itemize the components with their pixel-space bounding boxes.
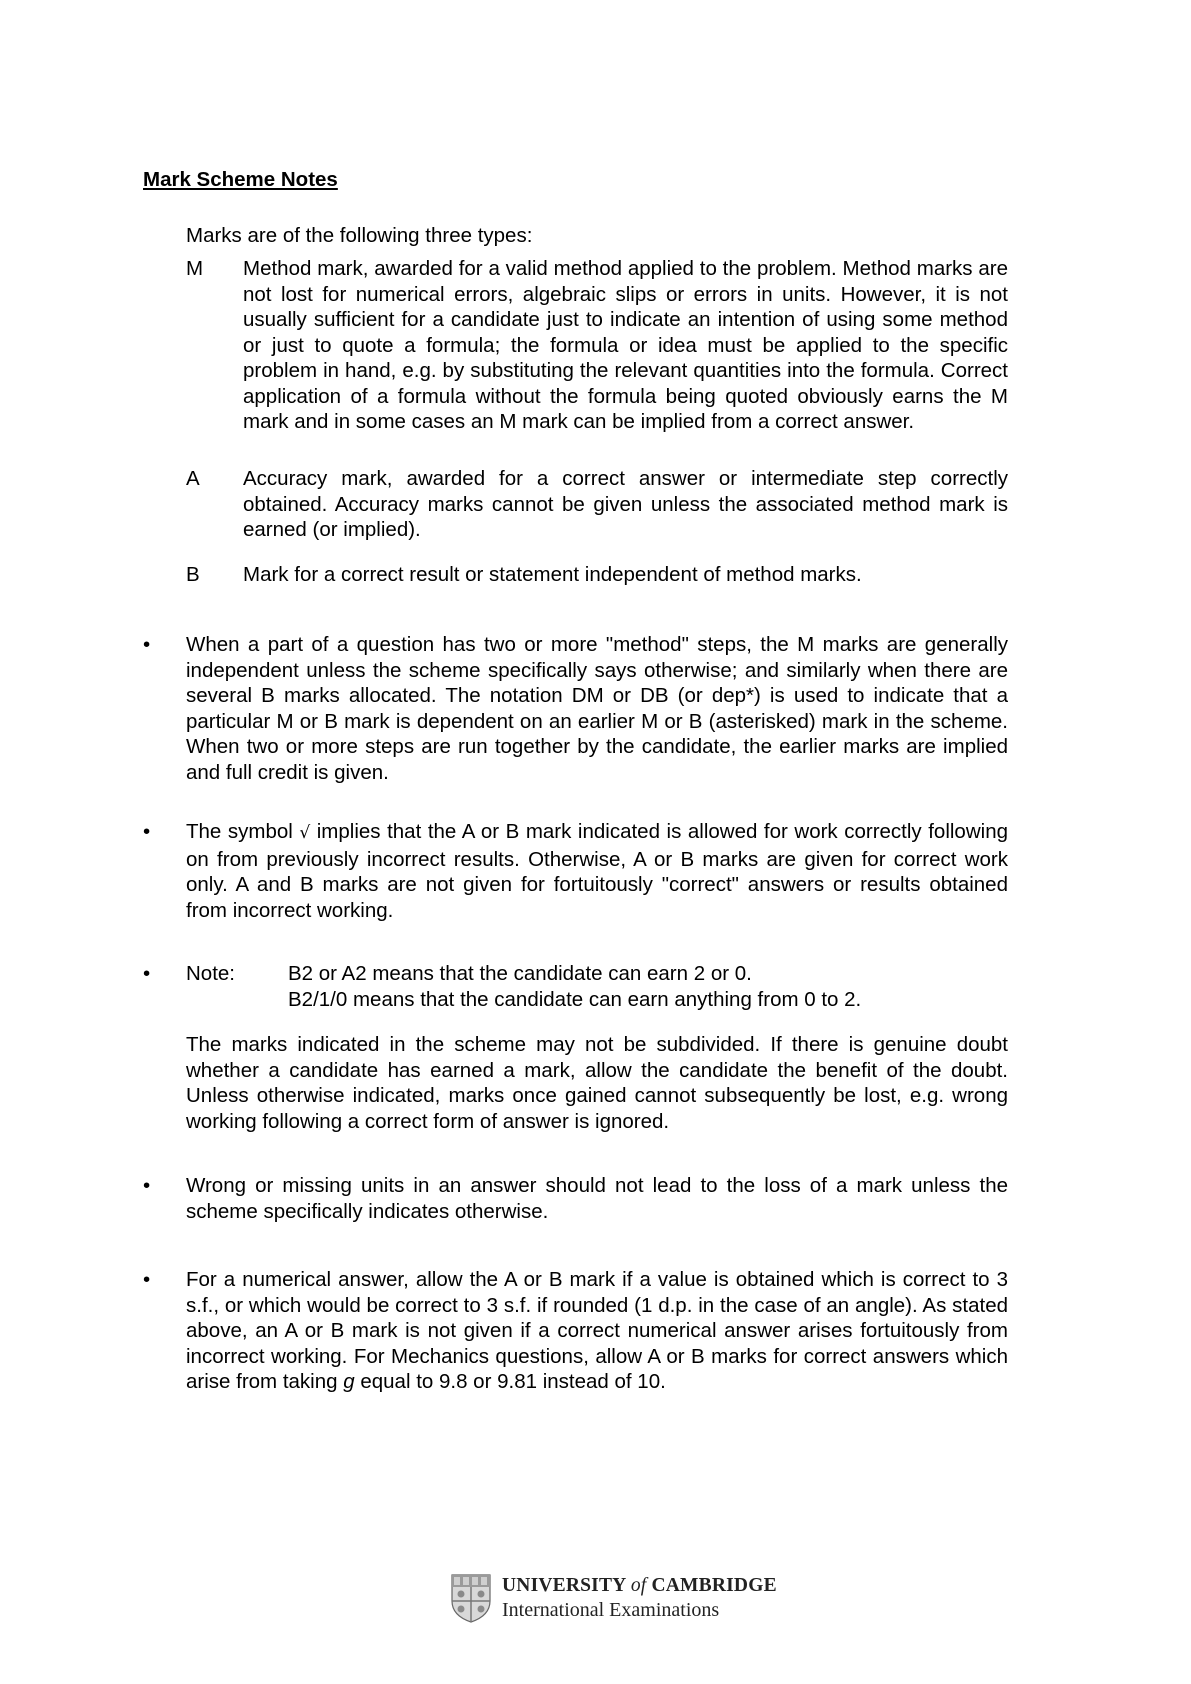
page-title: Mark Scheme Notes [143, 168, 338, 191]
text-segment: For a numerical answer, allow the A or B mark if a value is obtained which is correct to 3 s.f., or which would be correct to 3 s.f. if rounded (1 d.p. in the case of an angle). As stated above, an A or B mark is not given if a correct numerical answer arises fortuitously from incorrect working. For Mechanics questions, allow A or B marks for correct answers which arise from taking [186, 1268, 1008, 1393]
bullet-text: When a part of a question has two or more "method" steps, the M marks are generally independent unless the scheme specifically says otherwise; and similarly when there are several B marks allocated. The notation DM or DB (or dep*) is used to indicate that a particular M or B mark is dependent on an earlier M or B (asterisked) mark in the scheme. When two or more steps are run together by the candidate, the earlier marks are implied and full credit is given. [186, 633, 1008, 784]
logo-text: of [630, 1575, 647, 1596]
mark-type-description: Method mark, awarded for a valid method applied to the problem. Method marks are not lost for numerical errors, algebraic slips or errors in units. However, it is not usually sufficient for a candidate just to indicate an intention of using some method or just to quote a formula; the formula or idea must be applied to the specific problem in hand, e.g. by substituting the relevant quantities into the formula. Correct application of a formula without the formula being quoted obviously earns the M mark and in some cases an M mark can be implied from a correct answer. [243, 257, 1008, 433]
bullet-icon: • [143, 962, 151, 985]
text-segment: implies that the A or B mark indicated is allowed for work correctly following on from previously incorrect results. Otherwise, A or B marks are given for correct work only. A and B marks are not given for fortuitously "correct" answers or results obtained from incorrect working. [186, 820, 1008, 922]
text-segment: equal to 9.8 or 9.81 instead of 10. [354, 1370, 666, 1393]
mark-type-description: Accuracy mark, awarded for a correct answer or intermediate step correctly obtained. Accuracy marks cannot be given unless the associated method mark is earned (or implied). [243, 467, 1008, 541]
intro-text: Marks are of the following three types: [186, 224, 533, 247]
logo-text: CAMBRIDGE [651, 1575, 777, 1596]
note-lines [288, 961, 1008, 1012]
bullet-icon: • [143, 633, 151, 656]
bullet-icon: • [143, 1174, 151, 1197]
logo-subtitle: International Examinations [502, 1599, 720, 1621]
bullet-icon: • [143, 1268, 151, 1291]
text-segment: The symbol [186, 820, 300, 843]
note-line: B2/1/0 means that the candidate can earn anything from 0 to 2. [288, 987, 862, 1011]
tick-symbol-icon: √ [299, 823, 311, 843]
bullet-text [186, 819, 1008, 923]
mark-type-description: Mark for a correct result or statement independent of method marks. [243, 563, 862, 586]
university-logo [450, 1573, 777, 1625]
mark-type-letter: B [186, 563, 200, 586]
note-label: Note: [186, 962, 235, 985]
mark-type-letter: M [186, 257, 204, 280]
cambridge-crest-icon [450, 1573, 492, 1623]
gravity-symbol: g [343, 1370, 355, 1393]
logo-university-name [502, 1575, 777, 1597]
bullet-text [186, 1267, 1008, 1395]
note-paragraph: The marks indicated in the scheme may not be subdivided. If there is genuine doubt whether a candidate has earned a mark, allow the candidate the benefit of the doubt. Unless otherwise indicated, marks once gained cannot subsequently be lost, e.g. wrong working following a correct form of answer is ignored. [186, 1033, 1008, 1133]
bullet-icon: • [143, 820, 151, 843]
note-line: B2 or A2 means that the candidate can earn 2 or 0. [288, 962, 752, 985]
mark-type-letter: A [186, 467, 200, 490]
bullet-text: Wrong or missing units in an answer should not lead to the loss of a mark unless the scheme specifically indicates otherwise. [186, 1174, 1008, 1223]
logo-text: UNIVERSITY [502, 1575, 626, 1596]
